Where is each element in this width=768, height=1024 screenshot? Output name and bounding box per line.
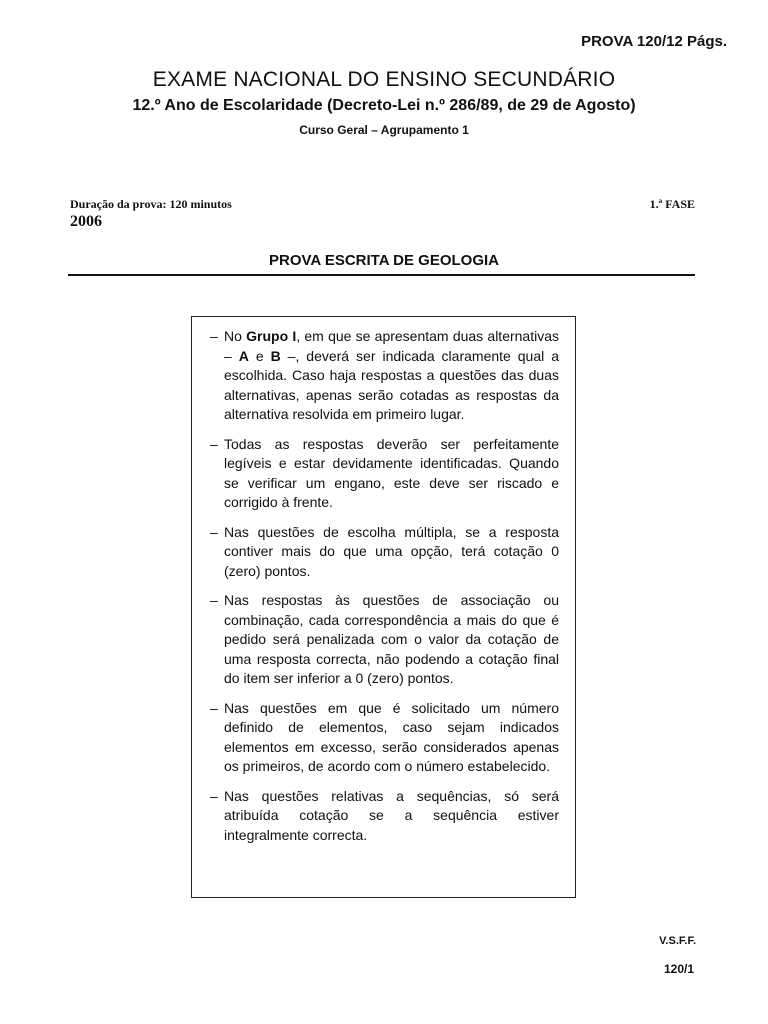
alternative-b-label: B (270, 347, 281, 364)
instruction-dash: – (210, 328, 218, 344)
turn-page-note: V.S.F.F. (659, 935, 696, 947)
instruction-text: Todas as respostas deverão ser perfeitamente legíveis e estar devidamente identificadas. Quando se verificar um engano, este deve ser riscado e corrigido à frente. (224, 435, 559, 510)
instruction-text-part: , em que se apresentam duas alternativas – (224, 328, 560, 364)
instruction-text-part: –, deverá ser indicada claramente qual a escolhida. Caso haja respostas a questões das duas alternativas, apenas serão cotadas as respostas da alternativa resolvida em primeiro lugar. (224, 347, 559, 422)
course-label: Curso Geral – Agrupamento 1 (299, 123, 469, 137)
exam-duration: Duração da prova: 120 minutos (70, 197, 232, 211)
alternative-a-label: A (238, 347, 249, 364)
exam-phase: 1.ª FASE (649, 197, 695, 211)
instruction-dash: – (210, 592, 218, 608)
title-divider (68, 274, 695, 276)
instruction-item (210, 591, 559, 689)
instruction-text (224, 327, 559, 425)
instruction-dash: – (210, 523, 218, 540)
instruction-item (210, 435, 559, 513)
instruction-item (210, 523, 559, 582)
instruction-text-part: e (248, 347, 271, 364)
instructions-box (191, 316, 576, 898)
instruction-text: Nas questões relativas a sequências, só será atribuída cotação se a sequência estiver integralmente correcta. (224, 787, 559, 843)
instruction-text-part: No (224, 328, 247, 344)
instruction-dash: – (210, 435, 218, 452)
group-label: Grupo I (246, 328, 297, 344)
page-title: EXAME NACIONAL DO ENSINO SECUNDÁRIO (152, 68, 616, 91)
page-subtitle: 12.º Ano de Escolaridade (Decreto-Lei n.º 286/89, de 29 de Agosto) (132, 97, 636, 114)
instruction-dash: – (210, 699, 218, 716)
instruction-item (210, 787, 559, 846)
instruction-text: Nas questões em que é solicitado um número definido de elementos, caso sejam indicados elementos em excesso, serão considerados apenas os primeiros, de acordo com o número estabelecido. (224, 699, 559, 774)
instruction-text: Nas questões de escolha múltipla, se a resposta contiver mais do que uma opção, terá cotação 0 (zero) pontos. (224, 523, 559, 579)
instruction-text: Nas respostas às questões de associação ou combinação, cada correspondência a mais do que é pedido será penalizada com o valor da cotação de uma resposta correcta, não podendo a cotação final do item ser inferior a 0 (zero) pontos. (224, 592, 559, 686)
exam-code: PROVA 120/12 Págs. (581, 33, 727, 50)
instruction-item (210, 327, 559, 425)
instruction-dash: – (210, 787, 218, 804)
page-number: 120/1 (663, 962, 694, 976)
exam-name: PROVA ESCRITA DE GEOLOGIA (268, 252, 500, 269)
instruction-item (210, 699, 559, 777)
exam-year: 2006 (70, 213, 102, 230)
